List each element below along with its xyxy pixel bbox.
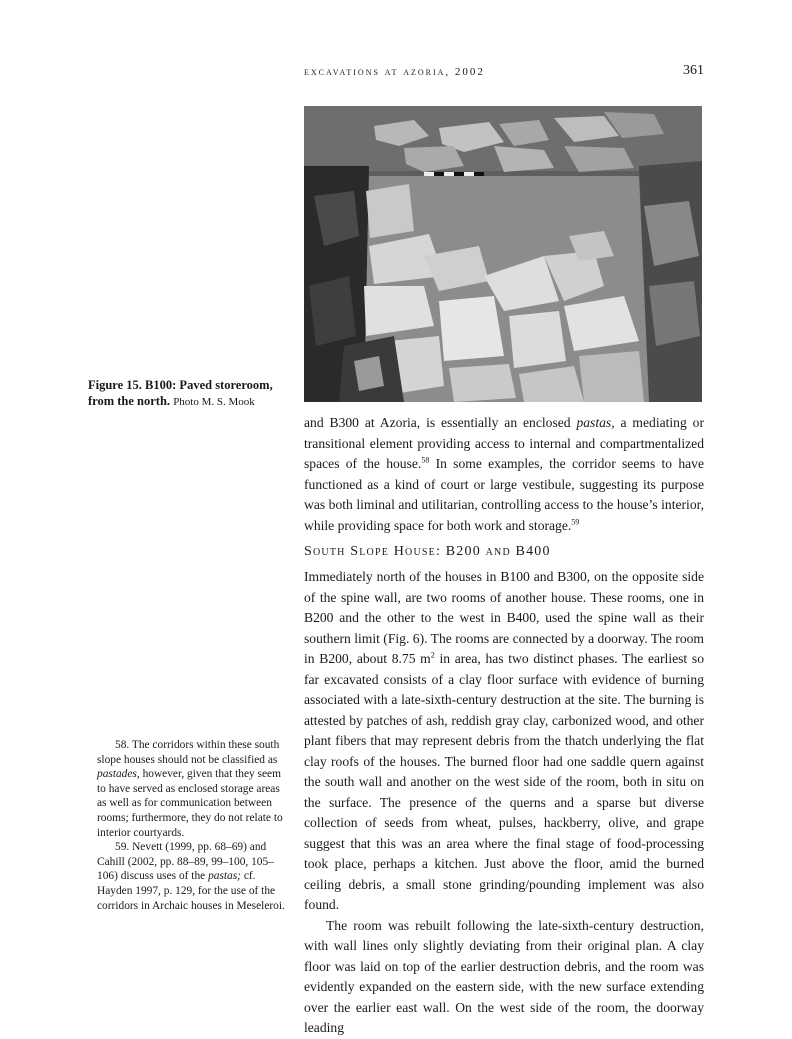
body-paragraph-2: [304, 567, 704, 916]
footnote-58: [97, 738, 287, 840]
body-text-section: [304, 567, 704, 1039]
figure-caption: [88, 377, 288, 410]
para1-text-b: a mediating or transitional element providing access to internal and compartmentalized spaces of the house.: [304, 415, 704, 471]
section-heading: South Slope House: B200 and B400: [304, 544, 551, 559]
para1-text-a: and B300 at Azoria, is essentially an enclosed: [304, 415, 577, 430]
running-head: excavations at azoria, 2002: [304, 66, 485, 78]
footnote-ref-59[interactable]: 59: [571, 516, 580, 526]
para2-text-b: in area, has two distinct phases. The earliest so far excavated consists of a clay floor surface with evidence of burning associated with a late-sixth-century destruction at the site. The burning is attested by patches of ash, reddish gray clay, carbonized wood, and other plant fibers that may represent debris from the thatch underlying the flat clay roofs of the houses. The burned floor had one saddle quern against the south wall and another on the west side of the room, both in situ on the surface. The presence of the querns and a sparse but diverse collection of seeds from wheat, pulses, hackberry, olive, and grape suggest that this was an area where the final stage of food-processing took place, perhaps a kitchen. Just above the floor, amid the burned ceiling debris, a small stone grinding/pounding implement was also found.: [304, 651, 704, 912]
body-paragraph-3: The room was rebuilt following the late-sixth-century destruction, with wall lines only slightly deviating from their original plan. A clay floor was laid on top of the earlier destruction debris, and the room was evidently expanded on the eastern side, with the new surface extending over the earlier east wall. On the west side of the room, the doorway leading: [304, 917, 704, 1035]
page-number: 361: [683, 63, 704, 78]
footnote-59-text-a: 59. Nevett (1999, pp. 68–69) and Cahill (2002, pp. 88–89, 99–100, 105–106) discuss uses of the: [97, 841, 274, 883]
para1-italic-pastas: pastas,: [576, 415, 615, 430]
footnote-59: [97, 840, 287, 913]
footnote-58-text-b: however, given that they seem to have served as enclosed storage areas as well as for communication between rooms; furthermore, they do not relate to interior courtyards.: [97, 768, 283, 839]
caption-credit: Photo M. S. Mook: [173, 396, 255, 408]
para2-text-a: Immediately north of the houses in B100 and B300, on the opposite side of the spine wall, are two rooms of another house. These rooms, one in B200 and the other to the west in B400, used the spine wall as their southern limit (Fig. 6). The rooms are connected by a doorway. The room in B200, about 8.75 m: [304, 569, 704, 666]
footnotes: [97, 738, 287, 913]
superscript-2: 2: [430, 650, 435, 660]
caption-title: Figure 15. B100: Paved storeroom, from the north.: [88, 378, 273, 408]
footnote-ref-58[interactable]: 58: [421, 455, 430, 465]
excavation-photo: [304, 106, 702, 402]
footnote-58-text-a: 58. The corridors within these south slope houses should not be classified as: [97, 739, 280, 766]
body-paragraph-1: [304, 413, 704, 536]
footnote-59-italic: pastas;: [208, 870, 241, 883]
footnote-58-italic: pastades,: [97, 768, 140, 781]
para1-text-c: In some examples, the corridor seems to have functioned as a kind of court or large vestibule, suggesting its purpose was both liminal and utilitarian, controlling access to the house’s interior, while providing space for both work and storage.: [304, 456, 704, 533]
footnote-59-text-b: cf. Hayden 1997, p. 129, for the use of the corridors in Archaic houses in Meseleroi.: [97, 870, 285, 912]
